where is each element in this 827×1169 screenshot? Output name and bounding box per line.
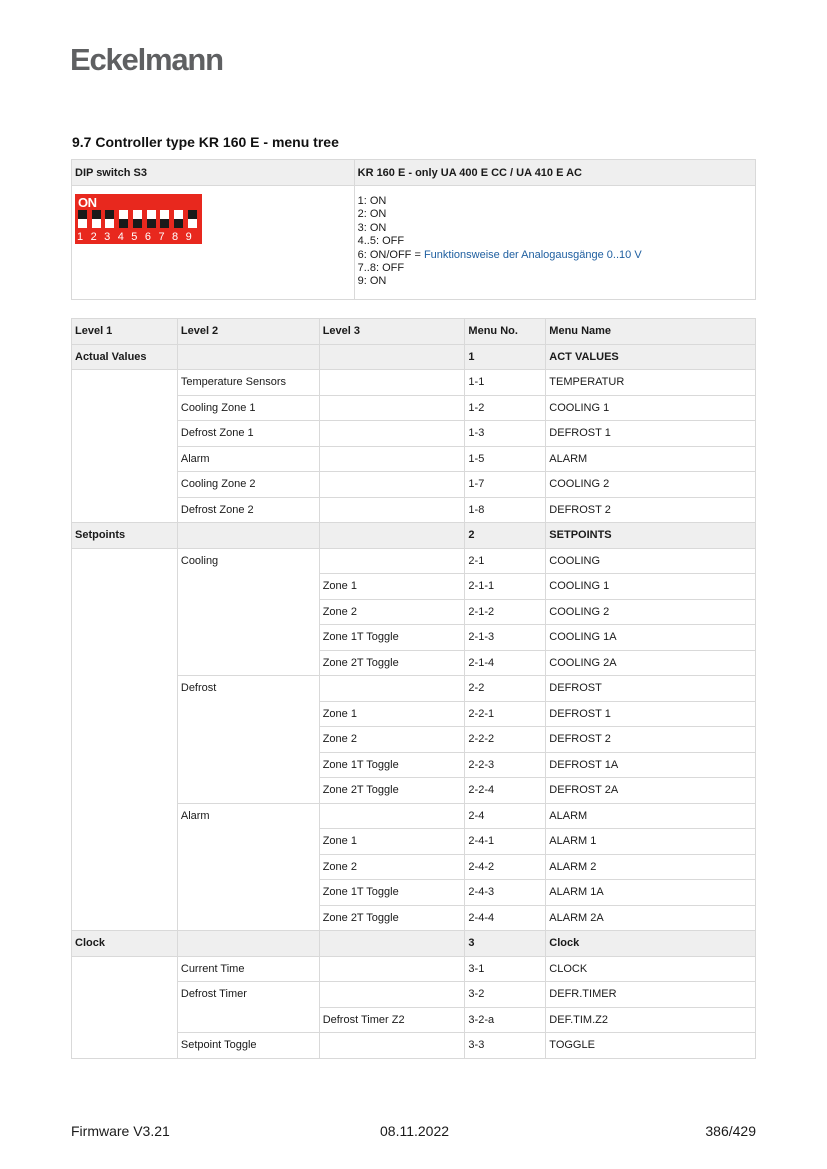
brand-logo: Eckelmann [70, 42, 223, 77]
menu-name-cell: DEFROST 2 [546, 497, 756, 523]
menu-name-cell: SETPOINTS [546, 523, 756, 549]
menu-level3-cell: Zone 2T Toggle [319, 905, 465, 931]
menu-level3-cell [319, 472, 465, 498]
menu-number-cell: 3 [465, 931, 546, 957]
footer-page-number: 386/429 [705, 1123, 756, 1139]
menu-level2-cell: Defrost [177, 676, 319, 804]
menu-number-cell: 3-2-a [465, 1007, 546, 1033]
menu-level3-cell [319, 421, 465, 447]
menu-name-cell: ALARM 2A [546, 905, 756, 931]
dip-switch-6 [147, 210, 156, 228]
dip-settings-cell [354, 186, 755, 300]
dip-setting-line: 1: ON [357, 195, 387, 207]
menu-number-cell: 2-4-3 [465, 880, 546, 906]
menu-name-cell: ALARM [546, 446, 756, 472]
menu-number-cell: 2-2-1 [465, 701, 546, 727]
menu-header-row [72, 319, 756, 345]
menu-level2-cell [177, 344, 319, 370]
menu-name-cell: Clock [546, 931, 756, 957]
menu-tree-table [71, 318, 756, 1059]
dip-switch-table [71, 159, 756, 300]
menu-level2-cell: Setpoint Toggle [177, 1033, 319, 1059]
menu-name-cell: COOLING 2 [546, 599, 756, 625]
menu-number-cell: 2-2 [465, 676, 546, 702]
dip-switch-graphic-cell [72, 186, 355, 300]
menu-row [72, 956, 756, 982]
menu-level2-cell: Cooling Zone 2 [177, 472, 319, 498]
dip-setting-line: 9: ON [357, 275, 387, 288]
menu-name-cell: DEFR.TIMER [546, 982, 756, 1008]
menu-name-cell: DEFROST 1 [546, 421, 756, 447]
menu-level1-cell: Actual Values [72, 344, 178, 370]
menu-name-cell: COOLING 1 [546, 395, 756, 421]
menu-level2-cell: Defrost Zone 2 [177, 497, 319, 523]
dip-switch-1 [78, 210, 87, 228]
dip-setting-line-6 [358, 249, 752, 262]
menu-number-cell: 2-4 [465, 803, 546, 829]
menu-number-cell: 2-1-4 [465, 650, 546, 676]
dip-header-left: DIP switch S3 [72, 160, 355, 186]
menu-table-body [72, 344, 756, 1058]
menu-level3-cell: Zone 2T Toggle [319, 778, 465, 804]
menu-level3-cell [319, 956, 465, 982]
menu-level1-cell: Clock [72, 931, 178, 957]
menu-level2-cell [177, 523, 319, 549]
menu-number-cell: 1-3 [465, 421, 546, 447]
menu-number-cell: 2-1-3 [465, 625, 546, 651]
menu-level3-cell [319, 497, 465, 523]
menu-name-cell: COOLING 1 [546, 574, 756, 600]
menu-level2-cell: Temperature Sensors [177, 370, 319, 396]
menu-name-cell: ALARM 1A [546, 880, 756, 906]
menu-number-cell: 2-1-2 [465, 599, 546, 625]
menu-level2-cell: Alarm [177, 446, 319, 472]
dip-setting-line: 7..8: OFF [357, 262, 405, 275]
menu-level3-cell [319, 803, 465, 829]
menu-level1-cell [72, 548, 178, 931]
menu-level3-cell [319, 982, 465, 1008]
menu-group-row [72, 931, 756, 957]
menu-level3-cell: Zone 1T Toggle [319, 625, 465, 651]
dip-switch-2 [92, 210, 101, 228]
menu-level3-cell [319, 395, 465, 421]
menu-group-row [72, 344, 756, 370]
menu-name-cell: CLOCK [546, 956, 756, 982]
menu-header-cell: Level 3 [319, 319, 465, 345]
dip-header-right: KR 160 E - only UA 400 E CC / UA 410 E AC [354, 160, 755, 186]
menu-name-cell: DEFROST 1 [546, 701, 756, 727]
menu-level2-cell [177, 931, 319, 957]
menu-level2-cell: Defrost Zone 1 [177, 421, 319, 447]
menu-number-cell: 1-7 [465, 472, 546, 498]
menu-name-cell: ACT VALUES [546, 344, 756, 370]
dip-setting-line: 4..5: OFF [357, 235, 405, 248]
menu-level3-cell: Zone 2T Toggle [319, 650, 465, 676]
menu-group-row [72, 523, 756, 549]
menu-number-cell: 1 [465, 344, 546, 370]
footer-firmware: Firmware V3.21 [71, 1123, 170, 1139]
menu-level3-cell: Defrost Timer Z2 [319, 1007, 465, 1033]
menu-number-cell: 2-1 [465, 548, 546, 574]
menu-row [72, 548, 756, 574]
menu-name-cell: ALARM 1 [546, 829, 756, 855]
menu-level3-cell [319, 676, 465, 702]
menu-name-cell: ALARM [546, 803, 756, 829]
menu-header-cell: Level 1 [72, 319, 178, 345]
dip-switch-numbers: 1 2 3 4 5 6 7 8 9 [77, 231, 194, 243]
menu-level3-cell: Zone 1 [319, 829, 465, 855]
menu-name-cell: DEF.TIM.Z2 [546, 1007, 756, 1033]
menu-number-cell: 2-2-4 [465, 778, 546, 804]
menu-header-cell: Menu No. [465, 319, 546, 345]
menu-level3-cell [319, 931, 465, 957]
menu-number-cell: 2-4-2 [465, 854, 546, 880]
menu-level2-cell: Alarm [177, 803, 319, 931]
footer-date: 08.11.2022 [380, 1123, 450, 1139]
dip-switch-9 [188, 210, 197, 228]
menu-number-cell: 1-1 [465, 370, 546, 396]
menu-level3-cell [319, 446, 465, 472]
menu-number-cell: 2-2-2 [465, 727, 546, 753]
menu-level3-cell: Zone 1T Toggle [319, 880, 465, 906]
dip-switch-4 [119, 210, 128, 228]
analog-outputs-link[interactable]: Funktionsweise der Analogausgänge 0..10 V [423, 248, 642, 261]
menu-number-cell: 2-4-4 [465, 905, 546, 931]
dip-setting-6-prefix: 6: ON/OFF = [357, 248, 424, 261]
menu-name-cell: TOGGLE [546, 1033, 756, 1059]
menu-level1-cell [72, 370, 178, 523]
menu-name-cell: COOLING 2 [546, 472, 756, 498]
menu-number-cell: 2-4-1 [465, 829, 546, 855]
menu-level3-cell [319, 344, 465, 370]
menu-level1-cell: Setpoints [72, 523, 178, 549]
dip-on-label: ON [78, 195, 97, 210]
dip-switch-5 [133, 210, 142, 228]
menu-level3-cell [319, 548, 465, 574]
menu-level3-cell: Zone 1T Toggle [319, 752, 465, 778]
dip-setting-line: 3: ON [357, 221, 387, 234]
menu-name-cell: DEFROST 2 [546, 727, 756, 753]
menu-name-cell: TEMPERATUR [546, 370, 756, 396]
dip-setting-line: 2: ON [357, 208, 387, 221]
menu-name-cell: ALARM 2 [546, 854, 756, 880]
menu-number-cell: 2 [465, 523, 546, 549]
menu-number-cell: 3-2 [465, 982, 546, 1008]
menu-name-cell: COOLING 2A [546, 650, 756, 676]
menu-number-cell: 3-1 [465, 956, 546, 982]
menu-level3-cell [319, 523, 465, 549]
dip-switch-graphic [75, 194, 202, 244]
menu-level2-cell: Cooling [177, 548, 319, 676]
menu-row [72, 370, 756, 396]
menu-name-cell: COOLING 1A [546, 625, 756, 651]
dip-switch-3 [105, 210, 114, 228]
menu-level2-cell: Current Time [177, 956, 319, 982]
menu-header-cell: Menu Name [546, 319, 756, 345]
menu-level2-cell: Defrost Timer [177, 982, 319, 1033]
dip-switch-7 [160, 210, 169, 228]
section-title: 9.7 Controller type KR 160 E - menu tree [72, 134, 339, 150]
menu-level2-cell: Cooling Zone 1 [177, 395, 319, 421]
menu-name-cell: COOLING [546, 548, 756, 574]
menu-name-cell: DEFROST 1A [546, 752, 756, 778]
dip-settings-list [358, 195, 752, 289]
menu-number-cell: 3-3 [465, 1033, 546, 1059]
menu-number-cell: 1-2 [465, 395, 546, 421]
menu-level3-cell: Zone 2 [319, 599, 465, 625]
menu-header-cell: Level 2 [177, 319, 319, 345]
menu-level3-cell: Zone 2 [319, 727, 465, 753]
menu-level1-cell [72, 956, 178, 1058]
menu-level3-cell [319, 370, 465, 396]
menu-number-cell: 1-8 [465, 497, 546, 523]
dip-switch-8 [174, 210, 183, 228]
menu-number-cell: 2-1-1 [465, 574, 546, 600]
menu-level3-cell: Zone 2 [319, 854, 465, 880]
menu-number-cell: 1-5 [465, 446, 546, 472]
menu-name-cell: DEFROST 2A [546, 778, 756, 804]
menu-level3-cell: Zone 1 [319, 701, 465, 727]
menu-level3-cell: Zone 1 [319, 574, 465, 600]
menu-number-cell: 2-2-3 [465, 752, 546, 778]
menu-name-cell: DEFROST [546, 676, 756, 702]
menu-level3-cell [319, 1033, 465, 1059]
